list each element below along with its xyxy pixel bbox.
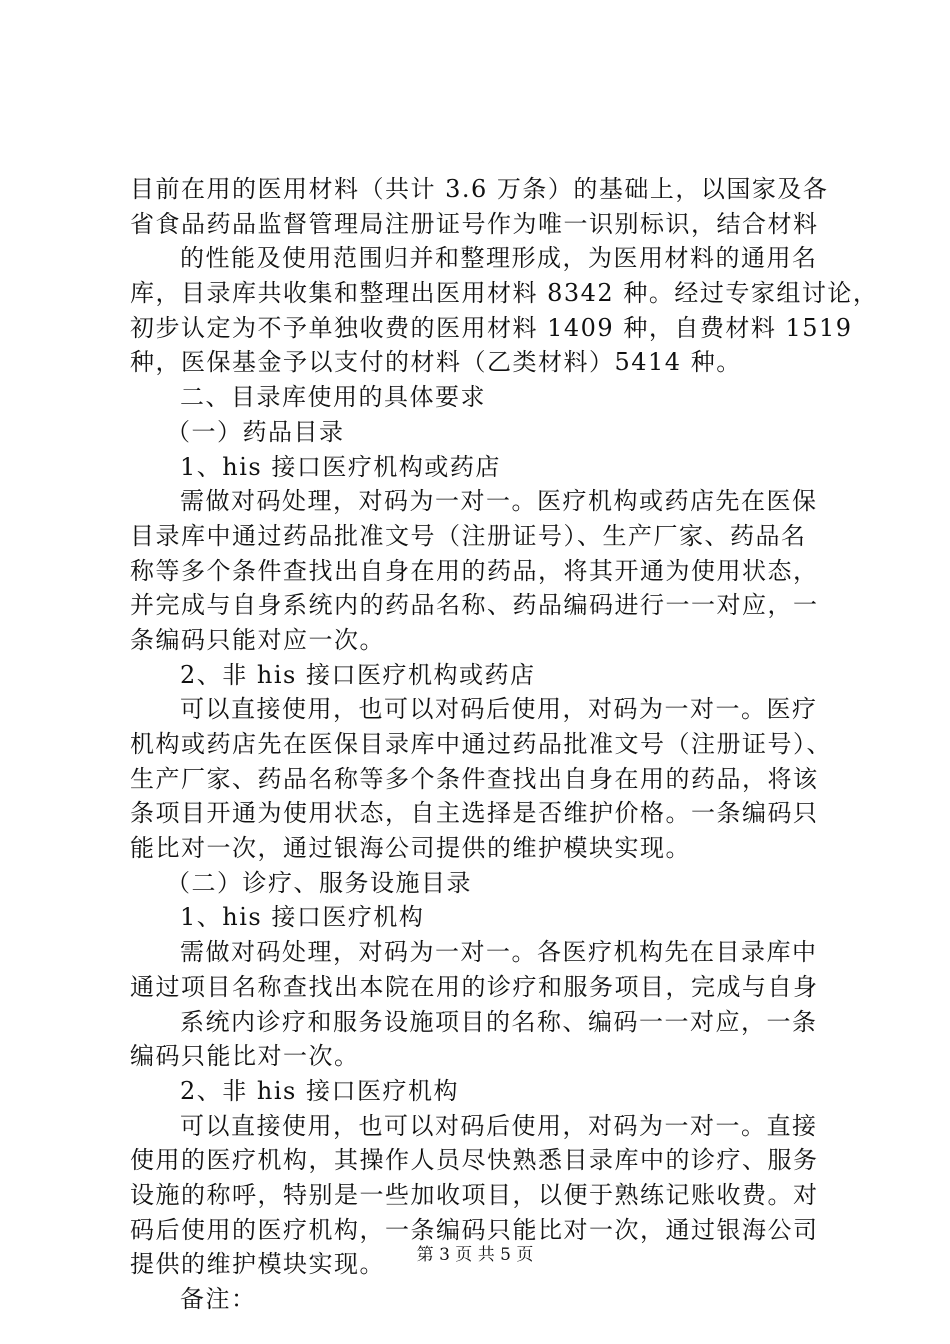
page-number-footer: 第 3 页 共 5 页 [416,1245,534,1265]
body-line: 目录库中通过药品批准文号（注册证号）、生产厂家、药品名 [130,521,807,550]
item-heading: 1、his 接口医疗机构 [180,903,425,932]
body-line: 机构或药店先在医保目录库中通过药品批准文号（注册证号）、 [130,730,832,758]
remarks-label: 备注： [180,1285,257,1313]
body-line: 省食品药品监督管理局注册证号作为唯一识别标识，结合材料 [130,209,819,238]
body-line: 使用的医疗机构，其操作人员尽快熟悉目录库中的诊疗、服务 [130,1146,819,1175]
body-line: 设施的称呼，特别是一些加收项目，以便于熟练记账收费。对 [130,1180,819,1209]
body-line: 称等多个条件查找出自身在用的药品，将其开通为使用状态， [130,556,819,585]
body-line: 通过项目名称查找出本院在用的诊疗和服务项目，完成与自身 [130,972,819,1001]
body-line: 条编码只能对应一次。 [130,625,385,654]
body-line: 系统内诊疗和服务设施项目的名称、编码一一对应，一条 [180,1007,818,1036]
body-line: 种，医保基金予以支付的材料（乙类材料）5414 种。 [130,348,742,377]
body-line: 库，目录库共收集和整理出医用材料 8342 种。经过专家组讨论， [130,279,879,308]
body-line: 的性能及使用范围归并和整理形成，为医用材料的通用名 [180,244,818,273]
document-body [130,172,879,1317]
body-line: 编码只能比对一次。 [130,1042,360,1071]
section-heading: 二、目录库使用的具体要求 [180,383,486,412]
body-line: 目前在用的医用材料（共计 3.6 万条）的基础上，以国家及各 [130,175,829,203]
body-line: 提供的维护模块实现。 [130,1250,385,1279]
body-line: 需做对码处理，对码为一对一。医疗机构或药店先在医保 [180,487,818,516]
body-line: 需做对码处理，对码为一对一。各医疗机构先在目录库中 [180,938,818,967]
item-heading: 2、非 his 接口医疗机构 [180,1076,459,1105]
body-line: 初步认定为不予单独收费的医用材料 1409 种，自费材料 1519 [130,313,853,342]
body-line: 可以直接使用，也可以对码后使用，对码为一对一。医疗 [180,695,818,724]
item-heading: 2、非 his 接口医疗机构或药店 [180,660,536,689]
body-line: 生产厂家、药品名称等多个条件查找出自身在用的药品，将该 [130,764,819,793]
body-line: 码后使用的医疗机构，一条编码只能比对一次，通过银海公司 [130,1215,819,1244]
item-heading: 1、his 接口医疗机构或药店 [180,452,501,481]
body-line: 能比对一次，通过银海公司提供的维护模块实现。 [130,834,691,863]
subsection-heading: （二）诊疗、服务设施目录 [166,868,472,897]
body-line: 可以直接使用，也可以对码后使用，对码为一对一。直接 [180,1111,818,1140]
body-line: 并完成与自身系统内的药品名称、药品编码进行一一对应，一 [130,591,819,620]
body-line: 条项目开通为使用状态，自主选择是否维护价格。一条编码只 [130,799,819,828]
subsection-heading: （一）药品目录 [166,417,345,446]
